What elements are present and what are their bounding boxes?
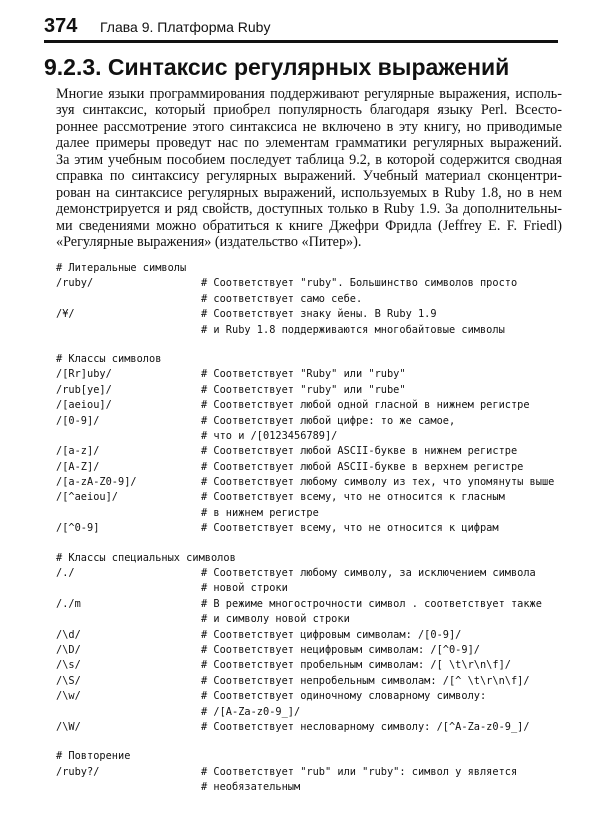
- paragraph-line: рован на синтаксисе регулярных выражений, используемых в Ruby 1.8, но в нем: [56, 184, 562, 201]
- code-row: [56, 674, 566, 689]
- code-comment: # /[A-Za-z0-9_]/: [201, 705, 301, 718]
- code-row: [56, 521, 566, 536]
- code-comment: # Соответствует всему, что не относится к гласным: [201, 491, 505, 504]
- code-heading-text: # Повторение: [56, 750, 131, 763]
- code-pattern: /[A-Z]/: [56, 460, 100, 473]
- code-comment: # Соответствует любой цифре: то же самое,: [201, 414, 456, 427]
- code-heading-text: # Классы символов: [56, 352, 162, 365]
- page-header: [44, 14, 558, 43]
- paragraph-line: далее примеры проведут нас по элементам грамматики регулярных выражений.: [56, 135, 562, 152]
- code-comment: # соответствует само себе.: [201, 292, 363, 305]
- code-heading-text: # Классы специальных символов: [56, 551, 236, 564]
- code-row: [56, 383, 566, 398]
- code-comment: # в нижнем регистре: [201, 506, 319, 519]
- code-comment: # Соответствует пробельным символам: /[ \t\r\n\f]/: [201, 659, 511, 672]
- code-row: [56, 643, 566, 658]
- code-comment: # Соответствует "rub" или "ruby": символ y является: [201, 765, 518, 778]
- code-pattern: /\D/: [56, 643, 81, 656]
- code-comment: # что и /[0123456789]/: [201, 429, 338, 442]
- code-row: [56, 628, 566, 643]
- code-pattern: /[Rr]uby/: [56, 368, 112, 381]
- paragraph-line: справка по синтаксису регулярных выражений. Учебный материал сконцентри-: [56, 168, 562, 185]
- code-row: [56, 367, 566, 382]
- code-comment: # Соответствует "ruby" или "rube": [201, 383, 406, 396]
- paragraph-line: «Регулярные выражения» (издательство «Питер»).: [56, 233, 362, 250]
- code-row: [56, 444, 566, 459]
- code-comment: # Соответствует цифровым символам: /[0-9]/: [201, 628, 462, 641]
- code-pattern: /[^aeiou]/: [56, 491, 118, 504]
- code-row: [56, 658, 566, 673]
- code-pattern: /ruby?/: [56, 765, 100, 778]
- code-row: [56, 292, 566, 307]
- code-row: [56, 780, 566, 795]
- paragraph-line: роннее рассмотрение этого синтаксиса не включено в эту книгу, но приводимые: [56, 118, 562, 135]
- paragraph-line: Многие языки программирования поддерживают регулярные выражения, исполь-: [56, 86, 562, 102]
- code-row: [56, 323, 566, 338]
- code-comment: # Соответствует одиночному словарному символу:: [201, 690, 487, 703]
- code-comment: # Соответствует всему, что не относится к цифрам: [201, 522, 499, 535]
- code-pattern: /[^0-9]: [56, 522, 100, 535]
- code-pattern: /./: [56, 567, 75, 580]
- code-row: [56, 414, 566, 429]
- code-heading-text: # Литеральные символы: [56, 262, 187, 274]
- code-pattern: /[a-zA-Z0-9]/: [56, 476, 137, 489]
- code-comment: # Соответствует любому символу, за исключением символа: [201, 567, 536, 580]
- code-pattern: /\w/: [56, 690, 81, 703]
- code-row: [56, 475, 566, 490]
- page-number: 374: [44, 15, 78, 37]
- code-listing: [56, 261, 566, 796]
- code-row: [56, 307, 566, 322]
- code-pattern: /./m: [56, 597, 81, 610]
- code-group-gap: [56, 735, 566, 749]
- code-pattern: /[aeiou]/: [56, 399, 112, 412]
- code-comment: # Соответствует знаку йены. В Ruby 1.9: [201, 308, 437, 321]
- code-comment: # Соответствует нецифровым символам: /[^0-9]/: [201, 643, 480, 656]
- code-row: [56, 460, 566, 475]
- code-pattern: /\s/: [56, 659, 81, 672]
- code-row: [56, 705, 566, 720]
- code-comment: # В режиме многострочности символ . соответствует также: [201, 597, 542, 610]
- code-pattern: /[a-z]/: [56, 445, 100, 458]
- code-row: [56, 581, 566, 596]
- code-row: [56, 720, 566, 735]
- code-row: [56, 566, 566, 581]
- code-comment: # Соответствует "Ruby" или "ruby": [201, 368, 406, 381]
- paragraph-line: За этим учебным пособием последует таблица 9.2, в которой содержится сводная: [56, 151, 562, 168]
- code-comment: # Соответствует любой одной гласной в нижнем регистре: [201, 399, 530, 412]
- code-comment: # Соответствует непробельным символам: /[^ \t\r\n\f]/: [201, 674, 530, 687]
- code-row: [56, 506, 566, 521]
- running-title: Глава 9. Платформа Ruby: [100, 19, 271, 35]
- code-row: [56, 429, 566, 444]
- paragraph-line: зуя синтаксис, который приобрел популярность благодаря языку Perl. Всесто-: [56, 102, 562, 119]
- code-row: [56, 612, 566, 627]
- code-comment: # и Ruby 1.8 поддерживаются многобайтовые символы: [201, 323, 505, 336]
- code-group-heading: [56, 261, 566, 276]
- code-pattern: /¥/: [56, 308, 75, 321]
- code-comment: # Соответствует "ruby". Большинство символов просто: [201, 277, 518, 290]
- section-title: 9.2.3. Синтаксис регулярных выражений: [44, 54, 510, 80]
- code-group-heading: [56, 352, 566, 367]
- code-comment: # новой строки: [201, 582, 288, 595]
- code-row: [56, 398, 566, 413]
- code-pattern: /[0-9]/: [56, 414, 100, 427]
- paragraph-line: ми сведениями можно обратиться к книге Джефри Фридла (Jeffrey E. F. Friedl): [56, 217, 562, 234]
- code-pattern: /ruby/: [56, 277, 94, 290]
- code-comment: # Соответствует любому символу из тех, что упомянуты выше: [201, 476, 555, 489]
- code-row: [56, 597, 566, 612]
- code-pattern: /\W/: [56, 720, 81, 733]
- code-group-gap: [56, 338, 566, 352]
- paragraph-line: демонстрируется и ряд свойств, доступных только в Ruby 1.9. За дополнительны-: [56, 201, 562, 218]
- intro-paragraph: [56, 86, 562, 250]
- code-group-heading: [56, 749, 566, 764]
- code-comment: # необязательным: [201, 781, 301, 794]
- code-comment: # Соответствует любой ASCII-букве в нижнем регистре: [201, 445, 518, 458]
- code-comment: # и символу новой строки: [201, 613, 350, 626]
- code-comment: # Соответствует любой ASCII-букве в верхнем регистре: [201, 460, 524, 473]
- code-row: [56, 765, 566, 780]
- code-group-heading: [56, 551, 566, 566]
- code-pattern: /rub[ye]/: [56, 383, 112, 396]
- code-row: [56, 689, 566, 704]
- code-pattern: /\d/: [56, 628, 81, 641]
- code-row: [56, 276, 566, 291]
- code-comment: # Соответствует несловарному символу: /[^A-Za-z0-9_]/: [201, 720, 530, 733]
- code-group-gap: [56, 537, 566, 551]
- code-row: [56, 490, 566, 505]
- code-pattern: /\S/: [56, 674, 81, 687]
